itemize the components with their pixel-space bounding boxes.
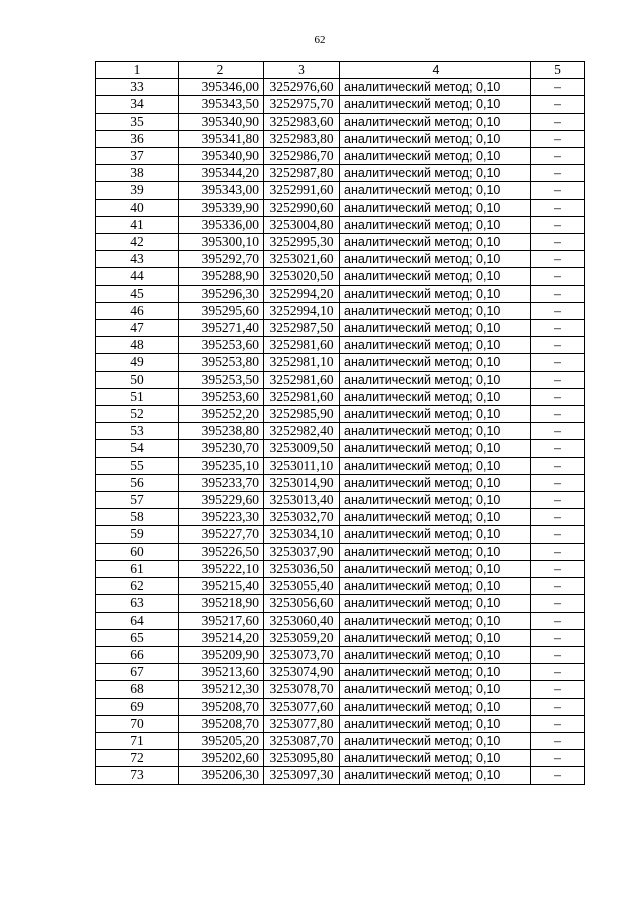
note-cell: – — [531, 629, 585, 646]
note-cell: – — [531, 79, 585, 96]
x-coordinate-cell: 395238,80 — [179, 423, 264, 440]
x-coordinate-cell: 395295,60 — [179, 302, 264, 319]
y-coordinate-cell: 3252991,60 — [264, 182, 340, 199]
table-row — [96, 371, 585, 388]
table-row — [96, 612, 585, 629]
y-coordinate-cell: 3252976,60 — [264, 79, 340, 96]
method-cell: аналитический метод; 0,10 — [340, 509, 531, 526]
point-number-cell: 60 — [96, 543, 179, 560]
table-row — [96, 354, 585, 371]
table-row — [96, 285, 585, 302]
y-coordinate-cell: 3253020,50 — [264, 268, 340, 285]
note-cell: – — [531, 320, 585, 337]
point-number-cell: 57 — [96, 492, 179, 509]
table-row — [96, 216, 585, 233]
note-cell: – — [531, 302, 585, 319]
point-number-cell: 45 — [96, 285, 179, 302]
method-cell: аналитический метод; 0,10 — [340, 320, 531, 337]
table-header-row — [96, 62, 585, 79]
method-cell: аналитический метод; 0,10 — [340, 354, 531, 371]
point-number-cell: 51 — [96, 388, 179, 405]
x-coordinate-cell: 395253,60 — [179, 388, 264, 405]
y-coordinate-cell: 3253004,80 — [264, 216, 340, 233]
method-cell: аналитический метод; 0,10 — [340, 79, 531, 96]
x-coordinate-cell: 395229,60 — [179, 492, 264, 509]
method-cell: аналитический метод; 0,10 — [340, 595, 531, 612]
note-cell: – — [531, 526, 585, 543]
note-cell: – — [531, 234, 585, 251]
y-coordinate-cell: 3253077,80 — [264, 715, 340, 732]
table-body — [96, 79, 585, 784]
y-coordinate-cell: 3253078,70 — [264, 681, 340, 698]
note-cell: – — [531, 388, 585, 405]
method-cell: аналитический метод; 0,10 — [340, 199, 531, 216]
table-row — [96, 595, 585, 612]
point-number-cell: 55 — [96, 457, 179, 474]
method-cell: аналитический метод; 0,10 — [340, 302, 531, 319]
note-cell: – — [531, 492, 585, 509]
x-coordinate-cell: 395336,00 — [179, 216, 264, 233]
note-cell: – — [531, 543, 585, 560]
table-row — [96, 268, 585, 285]
method-cell: аналитический метод; 0,10 — [340, 130, 531, 147]
header-col-5: 5 — [531, 62, 585, 79]
point-number-cell: 38 — [96, 165, 179, 182]
point-number-cell: 35 — [96, 113, 179, 130]
x-coordinate-cell: 395227,70 — [179, 526, 264, 543]
x-coordinate-cell: 395253,80 — [179, 354, 264, 371]
y-coordinate-cell: 3252986,70 — [264, 148, 340, 165]
method-cell: аналитический метод; 0,10 — [340, 646, 531, 663]
y-coordinate-cell: 3253056,60 — [264, 595, 340, 612]
point-number-cell: 56 — [96, 474, 179, 491]
x-coordinate-cell: 395226,50 — [179, 543, 264, 560]
y-coordinate-cell: 3252987,50 — [264, 320, 340, 337]
note-cell: – — [531, 251, 585, 268]
note-cell: – — [531, 268, 585, 285]
note-cell: – — [531, 715, 585, 732]
y-coordinate-cell: 3252990,60 — [264, 199, 340, 216]
x-coordinate-cell: 395341,80 — [179, 130, 264, 147]
method-cell: аналитический метод; 0,10 — [340, 371, 531, 388]
x-coordinate-cell: 395340,90 — [179, 113, 264, 130]
point-number-cell: 59 — [96, 526, 179, 543]
point-number-cell: 67 — [96, 664, 179, 681]
y-coordinate-cell: 3253032,70 — [264, 509, 340, 526]
x-coordinate-cell: 395215,40 — [179, 578, 264, 595]
table-row — [96, 646, 585, 663]
table-row — [96, 79, 585, 96]
x-coordinate-cell: 395292,70 — [179, 251, 264, 268]
y-coordinate-cell: 3252994,10 — [264, 302, 340, 319]
table-row — [96, 526, 585, 543]
x-coordinate-cell: 395222,10 — [179, 560, 264, 577]
x-coordinate-cell: 395252,20 — [179, 406, 264, 423]
note-cell: – — [531, 406, 585, 423]
method-cell: аналитический метод; 0,10 — [340, 216, 531, 233]
point-number-cell: 63 — [96, 595, 179, 612]
method-cell: аналитический метод; 0,10 — [340, 543, 531, 560]
x-coordinate-cell: 395214,20 — [179, 629, 264, 646]
note-cell: – — [531, 698, 585, 715]
method-cell: аналитический метод; 0,10 — [340, 767, 531, 784]
point-number-cell: 58 — [96, 509, 179, 526]
note-cell: – — [531, 216, 585, 233]
method-cell: аналитический метод; 0,10 — [340, 474, 531, 491]
point-number-cell: 53 — [96, 423, 179, 440]
y-coordinate-cell: 3253095,80 — [264, 750, 340, 767]
method-cell: аналитический метод; 0,10 — [340, 698, 531, 715]
note-cell: – — [531, 732, 585, 749]
method-cell: аналитический метод; 0,10 — [340, 182, 531, 199]
y-coordinate-cell: 3252981,60 — [264, 337, 340, 354]
point-number-cell: 42 — [96, 234, 179, 251]
y-coordinate-cell: 3253077,60 — [264, 698, 340, 715]
table-row — [96, 440, 585, 457]
point-number-cell: 46 — [96, 302, 179, 319]
table-row — [96, 165, 585, 182]
method-cell: аналитический метод; 0,10 — [340, 148, 531, 165]
point-number-cell: 68 — [96, 681, 179, 698]
y-coordinate-cell: 3252987,80 — [264, 165, 340, 182]
table-row — [96, 509, 585, 526]
note-cell: – — [531, 113, 585, 130]
note-cell: – — [531, 96, 585, 113]
x-coordinate-cell: 395340,90 — [179, 148, 264, 165]
note-cell: – — [531, 130, 585, 147]
note-cell: – — [531, 664, 585, 681]
y-coordinate-cell: 3253037,90 — [264, 543, 340, 560]
y-coordinate-cell: 3252994,20 — [264, 285, 340, 302]
point-number-cell: 48 — [96, 337, 179, 354]
method-cell: аналитический метод; 0,10 — [340, 285, 531, 302]
method-cell: аналитический метод; 0,10 — [340, 664, 531, 681]
y-coordinate-cell: 3252981,60 — [264, 388, 340, 405]
point-number-cell: 33 — [96, 79, 179, 96]
y-coordinate-cell: 3252982,40 — [264, 423, 340, 440]
note-cell: – — [531, 767, 585, 784]
y-coordinate-cell: 3253036,50 — [264, 560, 340, 577]
table-row — [96, 320, 585, 337]
table-row — [96, 492, 585, 509]
x-coordinate-cell: 395208,70 — [179, 698, 264, 715]
x-coordinate-cell: 395343,50 — [179, 96, 264, 113]
note-cell: – — [531, 612, 585, 629]
table-row — [96, 251, 585, 268]
x-coordinate-cell: 395223,30 — [179, 509, 264, 526]
y-coordinate-cell: 3253060,40 — [264, 612, 340, 629]
method-cell: аналитический метод; 0,10 — [340, 406, 531, 423]
table-row — [96, 199, 585, 216]
x-coordinate-cell: 395288,90 — [179, 268, 264, 285]
header-col-2: 2 — [179, 62, 264, 79]
point-number-cell: 49 — [96, 354, 179, 371]
point-number-cell: 71 — [96, 732, 179, 749]
note-cell: – — [531, 423, 585, 440]
point-number-cell: 44 — [96, 268, 179, 285]
y-coordinate-cell: 3253013,40 — [264, 492, 340, 509]
note-cell: – — [531, 560, 585, 577]
y-coordinate-cell: 3252975,70 — [264, 96, 340, 113]
page-number: 62 — [314, 34, 326, 46]
method-cell: аналитический метод; 0,10 — [340, 526, 531, 543]
method-cell: аналитический метод; 0,10 — [340, 750, 531, 767]
table-row — [96, 560, 585, 577]
note-cell: – — [531, 285, 585, 302]
x-coordinate-cell: 395218,90 — [179, 595, 264, 612]
x-coordinate-cell: 395235,10 — [179, 457, 264, 474]
method-cell: аналитический метод; 0,10 — [340, 492, 531, 509]
table-row — [96, 234, 585, 251]
table-row — [96, 457, 585, 474]
point-number-cell: 37 — [96, 148, 179, 165]
note-cell: – — [531, 457, 585, 474]
method-cell: аналитический метод; 0,10 — [340, 732, 531, 749]
note-cell: – — [531, 182, 585, 199]
point-number-cell: 70 — [96, 715, 179, 732]
method-cell: аналитический метод; 0,10 — [340, 681, 531, 698]
y-coordinate-cell: 3253087,70 — [264, 732, 340, 749]
table-row — [96, 578, 585, 595]
table-row — [96, 715, 585, 732]
y-coordinate-cell: 3252995,30 — [264, 234, 340, 251]
y-coordinate-cell: 3253014,90 — [264, 474, 340, 491]
table-row — [96, 302, 585, 319]
x-coordinate-cell: 395339,90 — [179, 199, 264, 216]
point-number-cell: 54 — [96, 440, 179, 457]
y-coordinate-cell: 3252981,10 — [264, 354, 340, 371]
method-cell: аналитический метод; 0,10 — [340, 234, 531, 251]
x-coordinate-cell: 395253,50 — [179, 371, 264, 388]
method-cell: аналитический метод; 0,10 — [340, 251, 531, 268]
point-number-cell: 64 — [96, 612, 179, 629]
table-row — [96, 664, 585, 681]
x-coordinate-cell: 395208,70 — [179, 715, 264, 732]
y-coordinate-cell: 3253059,20 — [264, 629, 340, 646]
table-row — [96, 732, 585, 749]
y-coordinate-cell: 3253097,30 — [264, 767, 340, 784]
method-cell: аналитический метод; 0,10 — [340, 337, 531, 354]
point-number-cell: 52 — [96, 406, 179, 423]
point-number-cell: 72 — [96, 750, 179, 767]
x-coordinate-cell: 395209,90 — [179, 646, 264, 663]
point-number-cell: 47 — [96, 320, 179, 337]
table-row — [96, 474, 585, 491]
note-cell: – — [531, 199, 585, 216]
method-cell: аналитический метод; 0,10 — [340, 715, 531, 732]
method-cell: аналитический метод; 0,10 — [340, 629, 531, 646]
point-number-cell: 41 — [96, 216, 179, 233]
note-cell: – — [531, 474, 585, 491]
table-row — [96, 750, 585, 767]
x-coordinate-cell: 395271,40 — [179, 320, 264, 337]
method-cell: аналитический метод; 0,10 — [340, 560, 531, 577]
table-row — [96, 148, 585, 165]
note-cell: – — [531, 148, 585, 165]
x-coordinate-cell: 395205,20 — [179, 732, 264, 749]
point-number-cell: 50 — [96, 371, 179, 388]
y-coordinate-cell: 3253009,50 — [264, 440, 340, 457]
method-cell: аналитический метод; 0,10 — [340, 423, 531, 440]
y-coordinate-cell: 3252985,90 — [264, 406, 340, 423]
point-number-cell: 39 — [96, 182, 179, 199]
note-cell: – — [531, 578, 585, 595]
method-cell: аналитический метод; 0,10 — [340, 268, 531, 285]
method-cell: аналитический метод; 0,10 — [340, 578, 531, 595]
x-coordinate-cell: 395296,30 — [179, 285, 264, 302]
x-coordinate-cell: 395212,30 — [179, 681, 264, 698]
point-number-cell: 61 — [96, 560, 179, 577]
point-number-cell: 34 — [96, 96, 179, 113]
y-coordinate-cell: 3253074,90 — [264, 664, 340, 681]
x-coordinate-cell: 395230,70 — [179, 440, 264, 457]
x-coordinate-cell: 395213,60 — [179, 664, 264, 681]
x-coordinate-cell: 395206,30 — [179, 767, 264, 784]
table-row — [96, 543, 585, 560]
note-cell: – — [531, 354, 585, 371]
x-coordinate-cell: 395233,70 — [179, 474, 264, 491]
y-coordinate-cell: 3252983,80 — [264, 130, 340, 147]
y-coordinate-cell: 3252983,60 — [264, 113, 340, 130]
method-cell: аналитический метод; 0,10 — [340, 96, 531, 113]
x-coordinate-cell: 395346,00 — [179, 79, 264, 96]
table-row — [96, 767, 585, 784]
header-col-4: 4 — [340, 62, 531, 79]
x-coordinate-cell: 395253,60 — [179, 337, 264, 354]
method-cell: аналитический метод; 0,10 — [340, 440, 531, 457]
y-coordinate-cell: 3252981,60 — [264, 371, 340, 388]
table-row — [96, 113, 585, 130]
header-col-3: 3 — [264, 62, 340, 79]
note-cell: – — [531, 440, 585, 457]
note-cell: – — [531, 750, 585, 767]
method-cell: аналитический метод; 0,10 — [340, 165, 531, 182]
table-row — [96, 698, 585, 715]
point-number-cell: 36 — [96, 130, 179, 147]
table-row — [96, 423, 585, 440]
note-cell: – — [531, 509, 585, 526]
x-coordinate-cell: 395344,20 — [179, 165, 264, 182]
note-cell: – — [531, 595, 585, 612]
point-number-cell: 65 — [96, 629, 179, 646]
point-number-cell: 69 — [96, 698, 179, 715]
note-cell: – — [531, 337, 585, 354]
note-cell: – — [531, 646, 585, 663]
y-coordinate-cell: 3253011,10 — [264, 457, 340, 474]
note-cell: – — [531, 681, 585, 698]
x-coordinate-cell: 395217,60 — [179, 612, 264, 629]
table-row — [96, 182, 585, 199]
point-number-cell: 62 — [96, 578, 179, 595]
x-coordinate-cell: 395300,10 — [179, 234, 264, 251]
table-row — [96, 406, 585, 423]
table-row — [96, 388, 585, 405]
method-cell: аналитический метод; 0,10 — [340, 457, 531, 474]
point-number-cell: 43 — [96, 251, 179, 268]
table-row — [96, 681, 585, 698]
x-coordinate-cell: 395202,60 — [179, 750, 264, 767]
point-number-cell: 73 — [96, 767, 179, 784]
table-row — [96, 130, 585, 147]
y-coordinate-cell: 3253073,70 — [264, 646, 340, 663]
method-cell: аналитический метод; 0,10 — [340, 612, 531, 629]
table-row — [96, 629, 585, 646]
header-col-1: 1 — [96, 62, 179, 79]
table-row — [96, 96, 585, 113]
table-row — [96, 337, 585, 354]
point-number-cell: 66 — [96, 646, 179, 663]
y-coordinate-cell: 3253055,40 — [264, 578, 340, 595]
method-cell: аналитический метод; 0,10 — [340, 388, 531, 405]
y-coordinate-cell: 3253034,10 — [264, 526, 340, 543]
method-cell: аналитический метод; 0,10 — [340, 113, 531, 130]
coordinates-table — [95, 61, 585, 785]
x-coordinate-cell: 395343,00 — [179, 182, 264, 199]
point-number-cell: 40 — [96, 199, 179, 216]
note-cell: – — [531, 371, 585, 388]
y-coordinate-cell: 3253021,60 — [264, 251, 340, 268]
note-cell: – — [531, 165, 585, 182]
